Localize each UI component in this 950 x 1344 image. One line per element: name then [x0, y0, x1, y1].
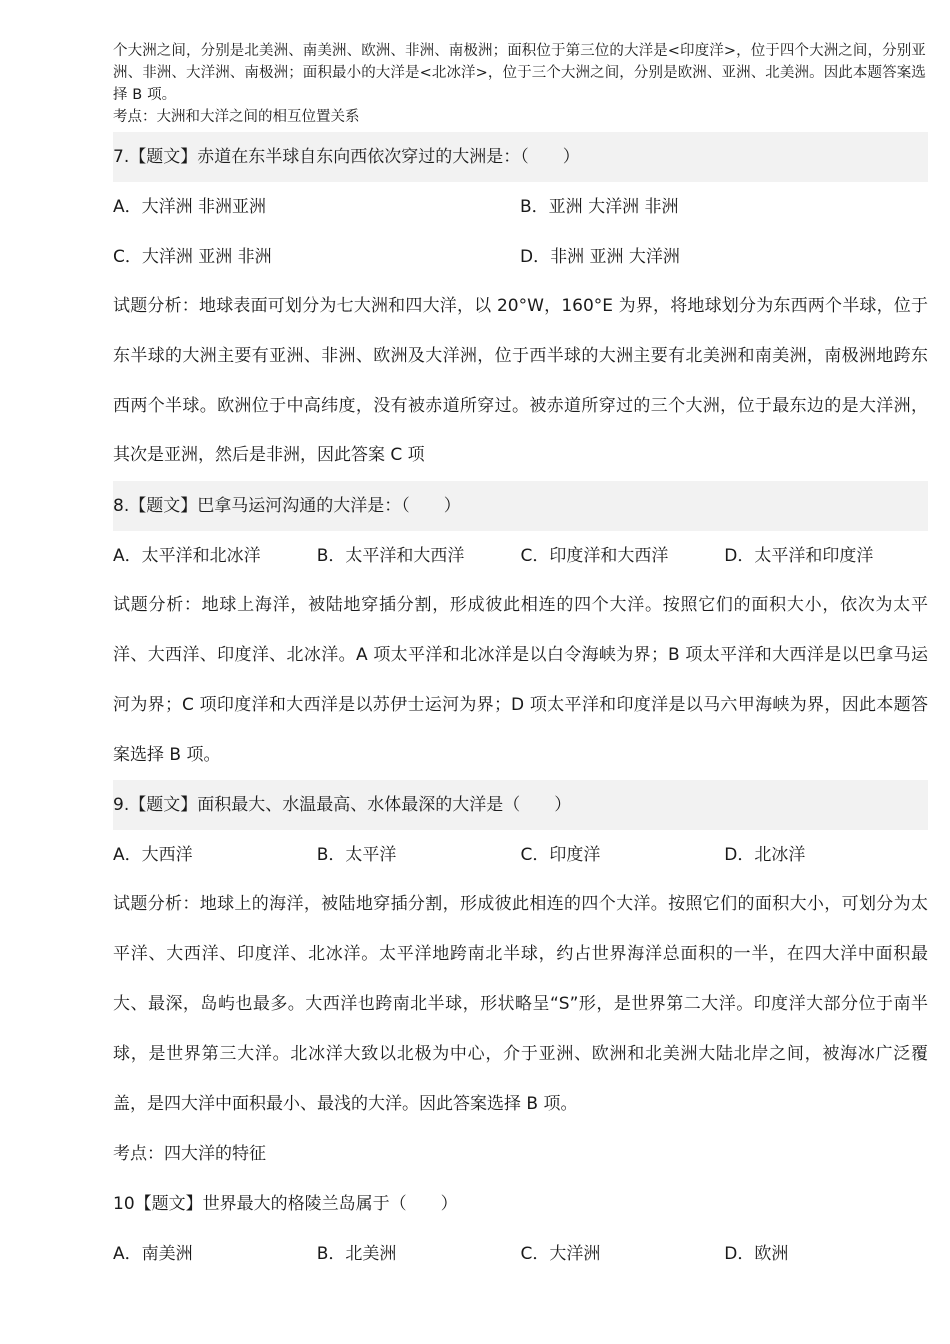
option-c: C．大洋洲 — [520, 1244, 601, 1265]
question-9-analysis: 试题分析：地球上的海洋，被陆地穿插分割，形成彼此相连的四个大洋。按照它们的面积大小，可划分为太平洋、大西洋、印度洋、北冰洋。太平洋地跨南北半球，约占世界海洋总面积的一半，在四大洋中面积最大、最深，岛屿也最多。大西洋也跨南北半球，形状略呈“S”形，是世界第二大洋。印度洋大部分位于南半球，是世界第三大洋。北冰洋大致以北极为中心，介于亚洲、欧洲和北美洲大陆北岸之间，被海冰广泛覆盖，是四大洋中面积最小、最浅的大洋。因此答案选择 B 项。 — [113, 894, 928, 1114]
option-a: A．太平洋和北冰洋 — [113, 546, 261, 567]
option-b: B．亚洲 大洋洲 非洲 — [520, 197, 679, 217]
option-d: D．北冰洋 — [724, 845, 806, 866]
document-page — [113, 40, 928, 1279]
option-b: B．太平洋 — [316, 845, 397, 866]
question-8-options — [113, 531, 928, 581]
question-10-options — [113, 1229, 928, 1279]
option-c: C．印度洋 — [520, 845, 601, 866]
question-7-head: 7.【题文】赤道在东半球自东向西依次穿过的大洲是：（ ） — [113, 132, 928, 182]
question-9-options — [113, 830, 928, 880]
question-9-head: 9.【题文】面积最大、水温最高、水体最深的大洋是（ ） — [113, 780, 928, 830]
question-8-head: 8.【题文】巴拿马运河沟通的大洋是：（ ） — [113, 481, 928, 531]
option-a: A．大西洋 — [113, 845, 193, 866]
option-c: C．印度洋和大西洋 — [520, 546, 669, 567]
question-9-kaodian: 考点：四大洋的特征 — [113, 1144, 266, 1165]
intro-paragraph: 个大洲之间，分别是北美洲、南美洲、欧洲、非洲、南极洲；面积位于第三位的大洋是<印度洋>，位于四个大洲之间，分别亚洲、非洲、大洋洲、南极洲；面积最小的大洋是<北冰洋>，位于三个大洲之间，分别是欧洲、亚洲、北美洲。因此本题答案选择 B 项。 — [113, 43, 926, 103]
question-10-head — [113, 1179, 928, 1229]
option-c: C．大洋洲 亚洲 非洲 — [113, 247, 272, 267]
option-b: B．北美洲 — [316, 1244, 397, 1265]
option-d: D．欧洲 — [724, 1244, 789, 1265]
question-10-head-text: 10【题文】世界最大的格陵兰岛属于（ ） — [113, 1194, 458, 1215]
option-a: A．大洋洲 非洲亚洲 — [113, 197, 267, 217]
question-7-analysis: 试题分析：地球表面可划分为七大洲和四大洋，以 20°W，160°E 为界，将地球划分为东西两个半球，位于东半球的大洲主要有亚洲、非洲、欧洲及大洋洲，位于西半球的大洲主要有北美洲和南美洲，南极洲地跨东西两个半球。欧洲位于中高纬度，没有被赤道所穿过。被赤道所穿过的三个大洲，位于最东边的是大洋洲，其次是亚洲，然后是非洲，因此答案 C 项 — [113, 296, 928, 466]
intro-kaodian: 考点：大洲和大洋之间的相互位置关系 — [113, 109, 360, 125]
option-a: A．南美洲 — [113, 1244, 193, 1265]
option-d: D．太平洋和印度洋 — [724, 546, 874, 567]
option-b: B．太平洋和大西洋 — [316, 546, 465, 567]
question-7-options-row1 — [113, 182, 928, 232]
question-8-analysis: 试题分析：地球上海洋，被陆地穿插分割，形成彼此相连的四个大洋。按照它们的面积大小，依次为太平洋、大西洋、印度洋、北冰洋。A 项太平洋和北冰洋是以白令海峡为界；B 项太平洋和大西洋是以巴拿马运河为界；C 项印度洋和大西洋是以苏伊士运河为界；D 项太平洋和印度洋是以马六甲海峡为界，因此本题答案选择 B 项。 — [113, 595, 928, 765]
question-7-options-row2 — [113, 232, 928, 282]
option-d: D．非洲 亚洲 大洋洲 — [520, 247, 680, 267]
